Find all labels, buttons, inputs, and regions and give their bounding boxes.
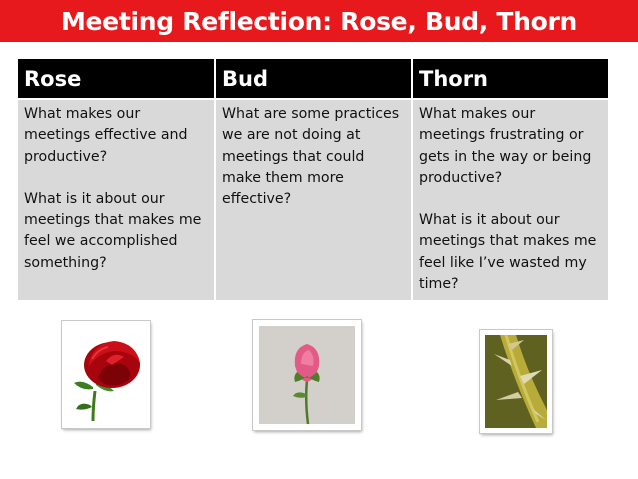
rose-bud-image [253,320,361,430]
title-bar [0,0,638,42]
table-header-row [18,59,608,99]
thorn-stem-image [480,330,552,433]
column-header-thorn: Thorn [412,59,608,99]
slide-title: Meeting Reflection: Rose, Bud, Thorn [60,6,578,36]
rose-question-1: What makes our meetings effective and productive? [24,106,188,165]
rose-question-2: What is it about our meetings that makes me feel we accomplished something? [24,190,202,271]
column-header-bud: Bud [215,59,412,99]
bud-question-1: What are some practices we are not doing at meetings that could make them more effective? [222,106,400,208]
thorn-question-1: What makes our meetings frustrating or gets in the way or being productive? [419,106,592,186]
thorn-question-2: What is it about our meetings that makes me feel like I’ve wasted my time? [419,212,597,293]
rose-cell [18,99,215,300]
thorn-cell [412,99,608,300]
rose-bud-thorn-table [18,59,608,300]
rose-flower-image [62,321,150,428]
bud-cell [215,99,412,300]
table-row [18,99,608,300]
column-header-rose: Rose [18,59,215,99]
